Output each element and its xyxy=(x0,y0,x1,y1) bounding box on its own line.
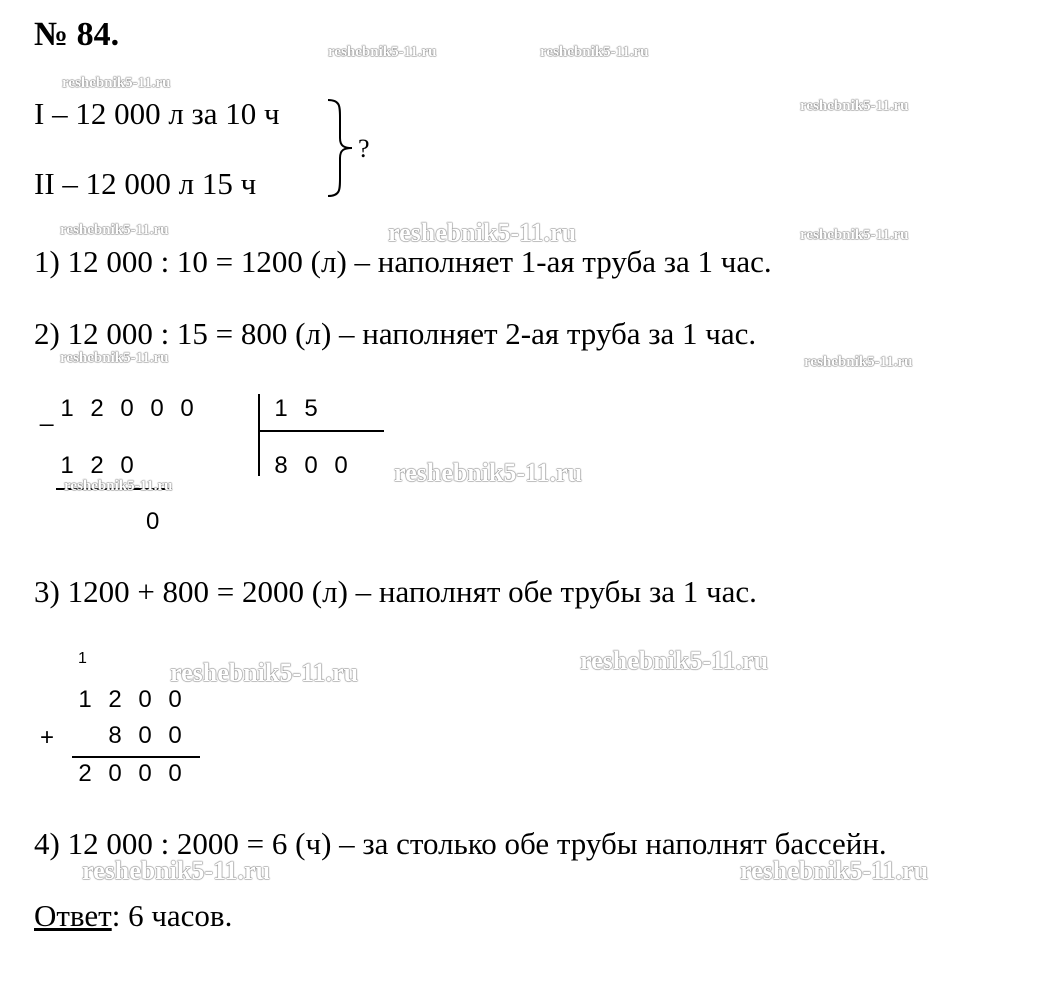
division-remainder: 0 xyxy=(146,508,160,535)
watermark: reshebnik5-11.ru xyxy=(740,856,929,885)
addition-addend-1-digit: 0 xyxy=(138,686,152,713)
addition-sum xyxy=(70,760,190,788)
addition-addend-1-digit: 0 xyxy=(168,686,182,713)
division-dividend-digit: 0 xyxy=(150,395,164,422)
answer-text: : 6 часов. xyxy=(111,898,233,933)
addition-carry: 1 xyxy=(78,650,87,667)
watermark: reshebnik5-11.ru xyxy=(800,98,909,114)
division-divisor-digit: 5 xyxy=(304,395,318,422)
addition-plus-sign: + xyxy=(40,724,55,751)
addition-addend-1-digit: 2 xyxy=(108,686,122,713)
division-subtrahend-digit: 1 xyxy=(60,452,74,479)
division-divisor-underline xyxy=(258,430,384,432)
addition-sum-digit: 2 xyxy=(78,760,92,787)
division-vertical-line xyxy=(258,394,260,476)
division-divisor xyxy=(266,395,326,423)
addition-addend-2-digit: 0 xyxy=(138,722,152,749)
answer-label: Ответ xyxy=(34,898,112,933)
division-quotient-digit: 0 xyxy=(304,452,318,479)
division-quotient-digit: 8 xyxy=(274,452,288,479)
addition-sum-digit: 0 xyxy=(138,760,152,787)
watermark: reshebnik5-11.ru xyxy=(804,354,913,370)
division-minus-sign: _ xyxy=(40,400,54,427)
addition-addend-2 xyxy=(100,722,190,750)
step-2: 2) 12 000 : 15 = 800 (л) – наполняет 2-ая труба за 1 час. xyxy=(34,316,757,351)
answer xyxy=(34,898,232,934)
watermark: reshebnik5-11.ru xyxy=(800,227,909,243)
condition-line-2: II – 12 000 л 15 ч xyxy=(34,166,257,201)
division-subtrahend-digit: 2 xyxy=(90,452,104,479)
division-divisor-digit: 1 xyxy=(274,395,288,422)
watermark: reshebnik5-11.ru xyxy=(170,658,359,687)
step-3: 3) 1200 + 800 = 2000 (л) – наполнят обе трубы за 1 час. xyxy=(34,574,757,609)
addition-sum-digit: 0 xyxy=(168,760,182,787)
division-subtrahend xyxy=(52,452,142,480)
division-quotient-digit: 0 xyxy=(334,452,348,479)
addition-addend-1-digit: 1 xyxy=(78,686,92,713)
division-dividend-digit: 1 xyxy=(60,395,74,422)
watermark: reshebnik5-11.ru xyxy=(62,75,171,91)
watermark: reshebnik5-11.ru xyxy=(388,218,577,247)
problem-number: № 84. xyxy=(34,16,120,53)
division-dividend-digit: 2 xyxy=(90,395,104,422)
step-4: 4) 12 000 : 2000 = 6 (ч) – за столько обе трубы наполнят бассейн. xyxy=(34,826,887,861)
division-quotient xyxy=(266,452,356,480)
division-subtrahend-digit: 0 xyxy=(120,452,134,479)
condition-question: ? xyxy=(358,134,370,163)
addition-sum-line xyxy=(72,756,200,758)
watermark: reshebnik5-11.ru xyxy=(580,646,769,675)
step-1: 1) 12 000 : 10 = 1200 (л) – наполняет 1-ая труба за 1 час. xyxy=(34,244,772,279)
watermark: reshebnik5-11.ru xyxy=(328,44,437,60)
addition-addend-2-digit: 8 xyxy=(108,722,122,749)
watermark: reshebnik5-11.ru xyxy=(394,458,583,487)
watermark: reshebnik5-11.ru xyxy=(60,222,169,238)
watermark: reshebnik5-11.ru xyxy=(82,856,271,885)
condition-line-1: I – 12 000 л за 10 ч xyxy=(34,96,280,131)
watermark: reshebnik5-11.ru xyxy=(60,350,169,366)
watermark: reshebnik5-11.ru xyxy=(64,478,173,494)
division-dividend-digit: 0 xyxy=(120,395,134,422)
division-dividend-digit: 0 xyxy=(180,395,194,422)
addition-sum-digit: 0 xyxy=(108,760,122,787)
watermark: reshebnik5-11.ru xyxy=(540,44,649,60)
division-dividend xyxy=(52,395,202,423)
addition-addend-2-digit: 0 xyxy=(168,722,182,749)
addition-addend-1 xyxy=(70,686,190,714)
curly-brace-icon xyxy=(322,96,362,200)
